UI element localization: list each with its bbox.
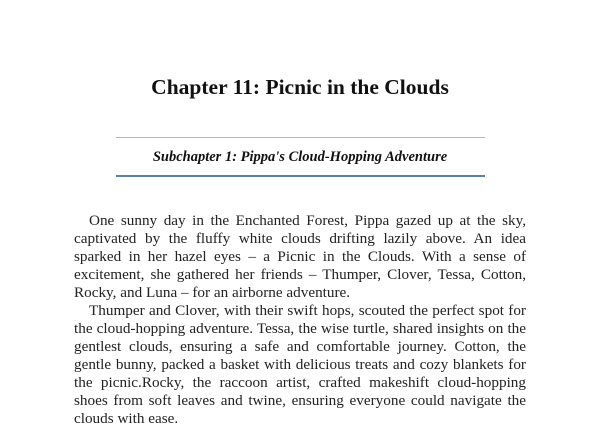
chapter-body — [74, 212, 526, 428]
body-paragraph: Thumper and Clover, with their swift hops, scouted the perfect spot for the cloud-hopping adventure. Tessa, the wise turtle, shared insights on the gentlest clouds, ensuring a safe and comfortable journey. Cotton, the gentle bunny, packed a basket with delicious treats and cozy blankets for the picnic.Rocky, the raccoon artist, crafted makeshift cloud-hopping shoes from soft leaves and twine, ensuring everyone could navigate the clouds with ease. — [74, 302, 526, 427]
subchapter-bottom-rule — [116, 175, 485, 177]
subchapter-title: Subchapter 1: Pippa's Cloud-Hopping Adventure — [152, 149, 448, 165]
chapter-title: Chapter 11: Picnic in the Clouds — [151, 75, 449, 99]
body-paragraph: One sunny day in the Enchanted Forest, Pippa gazed up at the sky, captivated by the fluffy white clouds drifting lazily above. An idea sparked in her hazel eyes – a Picnic in the Clouds. With a sense of excitement, she gathered her friends – Thumper, Clover, Tessa, Cotton, Rocky, and Luna – for an airborne adventure. — [74, 212, 526, 301]
subchapter-top-rule — [116, 137, 485, 138]
